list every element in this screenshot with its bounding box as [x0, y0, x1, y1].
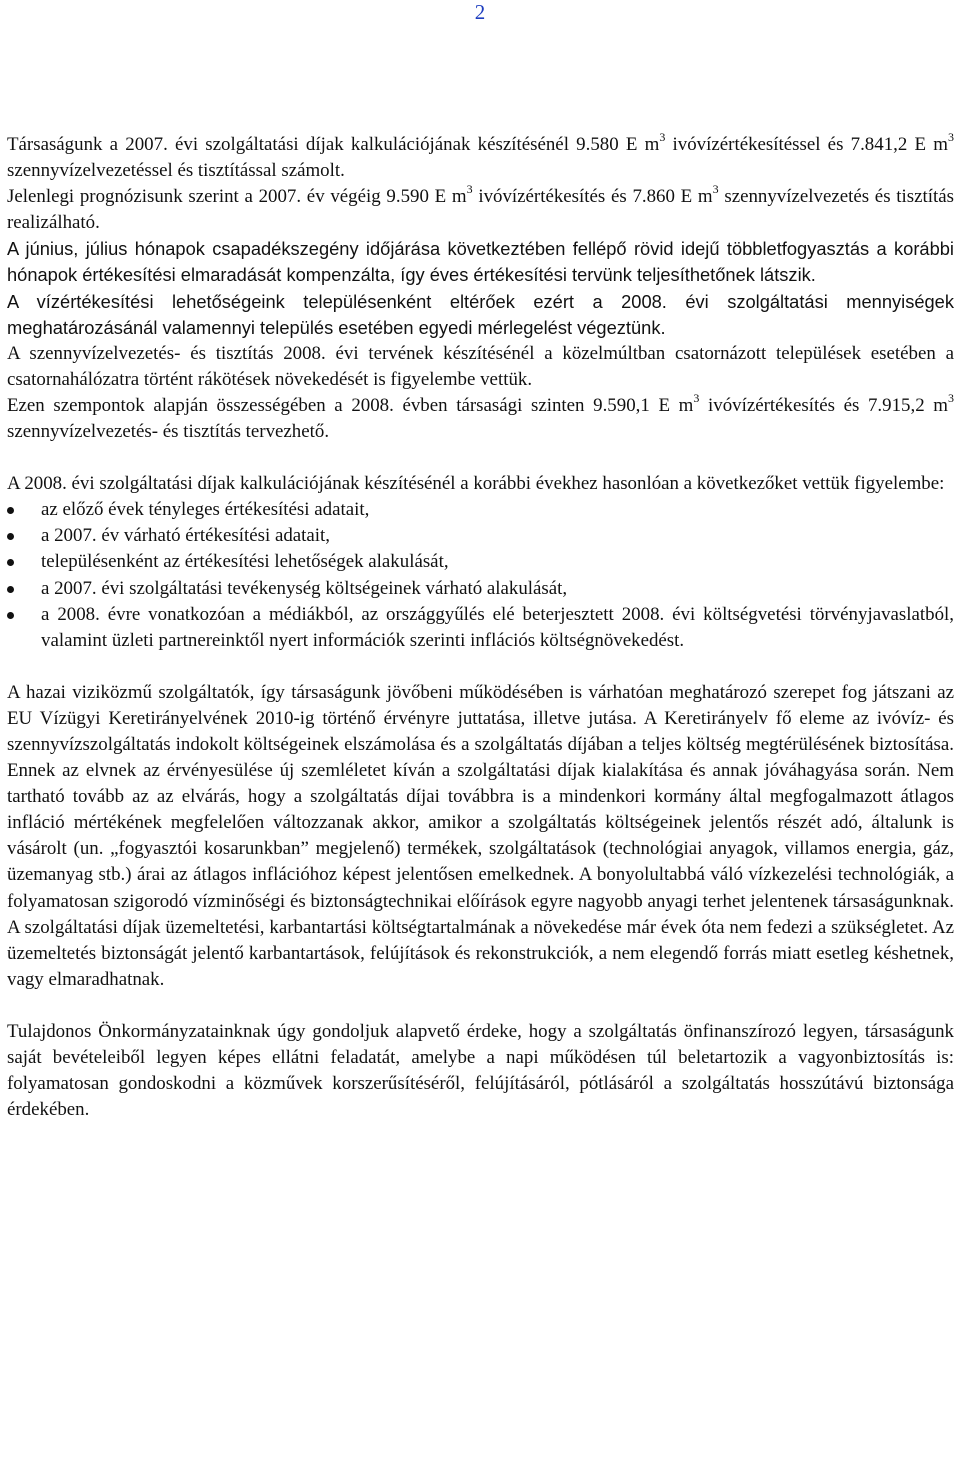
bullet-icon — [7, 533, 14, 540]
paragraph-total-2008 — [7, 390, 954, 445]
list-item — [7, 523, 954, 549]
paragraph-municipal-owners: Tulajdonos Önkormányzatainknak úgy gondoljuk alapvető érdeke, hogy a szolgáltatás önfinanszírozó legyen, társaságunk saját bevételeiből legyen képes ellátni feladatát, amelybe a napi működésen túl beletartozik a vagyonbiztosítás is: folyamatosan gondoskodni a közművek korszerűsítéséről, felújításáról, pótlásáról a szolgáltatás hosszútávú biztonsága érdekében. — [7, 1020, 954, 1121]
bullet-icon — [7, 586, 14, 593]
list-item-text: településenként az értékesítési lehetőségek alakulását, — [41, 551, 449, 573]
paragraph-forecast-2007 — [7, 184, 954, 236]
list-item — [7, 549, 954, 575]
document-body — [7, 132, 954, 1123]
paragraph-gap — [7, 445, 954, 471]
list-item — [7, 602, 954, 654]
superscript: 3 — [948, 390, 954, 405]
paragraph-sales-2007-plan — [7, 132, 954, 184]
text-run: ivóvízértékesítéssel és 7.841,2 E m — [672, 134, 948, 155]
text-run: ivóvízértékesítés és 7.860 E m — [478, 186, 713, 208]
superscript: 3 — [659, 130, 666, 144]
list-item — [7, 576, 954, 602]
bullet-icon — [7, 507, 14, 514]
list-item-text: a 2008. évre vonatkozóan a médiákból, az országgyűlés elé beterjesztett 2008. évi költségvetési törvényjavaslatból, valamint üzleti partnereinktől nyert információk szerinti inflációs költségnövekedést. — [41, 603, 954, 651]
text-run: Jelenlegi prognózisunk szerint a 2007. év végéig 9.590 E m — [7, 186, 467, 208]
list-item — [7, 497, 954, 523]
superscript: 3 — [947, 130, 954, 144]
list-item-text: az előző évek tényleges értékesítési adatait, — [41, 499, 370, 521]
text-run: ivóvízértékesítés és 7.915,2 m — [708, 394, 948, 416]
list-item-text: a 2007. évi szolgáltatási tevékenység költségeinek várható alakulását, — [41, 577, 568, 599]
page-number: 2 — [474, 0, 486, 24]
superscript: 3 — [466, 182, 473, 197]
paragraph-eu-water-directive: A hazai viziközmű szolgáltatók, így társaságunk jövőbeni működésében is várhatóan meghatározó szerepet fog játszani az EU Vízügyi Keretirányelvének 2010-ig történő érvényre juttatása, illetve jutása. A Keretirányelv fő eleme az ivóvíz- és szennyvízszolgáltatás indokolt költségeinek elszámolása és a szolgáltatás díjában a teljes költség megtérülésének biztosítása. Ennek az elvnek az érvényesülése új szemléletet kíván a szolgáltatási díjak kialakítása és annak jóváhagyása során. Nem tartható tovább az az elvárás, hogy a szolgáltatás díjai továbbra is a mindenkori kormány által megfogalmazott átlagos infláció mértékének megfelelően változzanak akkor, amikor a szolgáltatás költségeinek jelentős részét adó, általunk is vásárolt (un. „fogyasztói kosarunkban” megjelenő) termékek, szolgáltatások (technológiai anyagok, villamos energia, gáz, üzemanyag stb.) árai az átlagos inflációhoz képest jelentősen emelkednek. A bonyolultabbá váló vízkezelési technológiák, a folyamatosan szigorodó vízminőségi és biztonságtechnikai előírások egyre nagyobb anyagi terhet jelentenek társaságunknak. A szolgáltatási díjak üzemeltetési, karbantartási költségtartalmának a növekedése már évek óta nem fedezi a szükségletet. Az üzemeltetés biztonságát jelentő karbantartások, felújítások és rekonstrukciók, a nem elegendő forrás miatt esetleg késhetnek, vagy elmaradhatnak. — [7, 681, 954, 990]
text-run: szennyvízelvezetés és tisztítás realizálható. — [7, 186, 954, 234]
text-run: Társaságunk a 2007. évi szolgáltatási díjak kalkulációjának készítésénél 9.580 E m — [7, 134, 660, 155]
paragraph-sewage-plan: A szennyvízelvezetés- és tisztítás 2008. évi tervének készítésénél a közelmúltban csatornázott települések esetében a csatornahálózatra történt rákötések növekedését is figyelembe vettük. — [7, 342, 954, 390]
text-run: szennyvízelvezetéssel és tisztítással számolt. — [7, 160, 345, 182]
paragraph-gap — [7, 654, 954, 680]
paragraph-settlement-differences: A vízértékesítési lehetőségeink településenként eltérőek ezért a 2008. évi szolgáltatási mennyiségek meghatározásánál valamennyi település esetében egyedi mérlegelést végeztünk. — [7, 290, 954, 338]
bullet-icon — [7, 612, 14, 619]
superscript: 3 — [712, 182, 719, 197]
bullet-list — [7, 497, 954, 654]
bullet-icon — [7, 559, 14, 566]
paragraph-weather-consumption: A június, július hónapok csapadékszegény időjárása következtében fellépő rövid idejű többletfogyasztás a korábbi hónapok értékesítési elmaradását kompenzálta, így éves értékesítési tervünk teljesíthetőnek látszik. — [7, 238, 954, 286]
paragraph-fee-calculation-intro: A 2008. évi szolgáltatási díjak kalkulációjának készítésénél a korábbi évekhez hasonlóan a következőket vettük figyelembe: — [7, 473, 945, 495]
paragraph-gap — [7, 993, 954, 1019]
list-item-text: a 2007. év várható értékesítési adatait, — [41, 525, 331, 547]
superscript: 3 — [693, 390, 700, 405]
text-run: szennyvízelvezetés- és tisztítás tervezhető. — [7, 421, 330, 443]
text-run: Ezen szempontok alapján összességében a 2008. évben társasági szinten 9.590,1 E m — [7, 394, 694, 416]
